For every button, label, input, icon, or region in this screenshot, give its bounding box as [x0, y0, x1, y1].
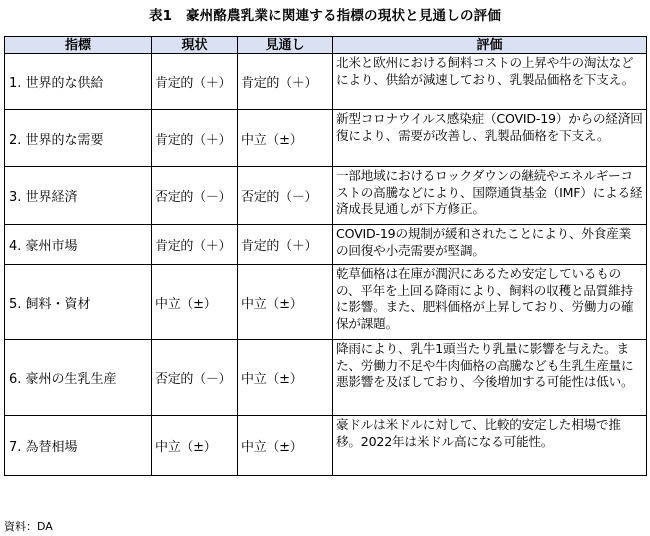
source-note: 資料：DA: [4, 520, 53, 533]
outlook-cell: 中立（±）: [238, 416, 333, 476]
outlook-cell: 肯定的（＋）: [238, 225, 333, 265]
current-cell: 否定的（－）: [152, 340, 238, 416]
current-cell: 否定的（－）: [152, 167, 238, 225]
current-cell: 中立（±）: [152, 416, 238, 476]
evaluation-cell: 新型コロナウイルス感染症（COVID-19）からの経済回復により、需要が改善し、乳製品価格を下支え。: [333, 110, 647, 167]
header-indicator: 指標: [5, 37, 152, 54]
header-current: 現状: [152, 37, 238, 54]
table-row: [5, 225, 647, 265]
indicator-cell: 5. 飼料・資材: [5, 265, 152, 340]
current-cell: 肯定的（＋）: [152, 225, 238, 265]
table-row: [5, 416, 647, 476]
outlook-cell: 中立（±）: [238, 340, 333, 416]
evaluation-cell: COVID-19の規制が緩和されたことにより、外食産業の回復や小売需要が堅調。: [333, 225, 647, 265]
current-cell: 中立（±）: [152, 265, 238, 340]
indicator-cell: 6. 豪州の生乳生産: [5, 340, 152, 416]
evaluation-cell: 北米と欧州における飼料コストの上昇や牛の淘汰などにより、供給が減速しており、乳製品価格を下支え。: [333, 54, 647, 110]
indicator-cell: 7. 為替相場: [5, 416, 152, 476]
indicator-cell: 3. 世界経済: [5, 167, 152, 225]
table-row: [5, 265, 647, 340]
table-row: [5, 340, 647, 416]
table-title: 表1 豪州酪農乳業に関連する指標の現状と見通しの評価: [148, 8, 502, 24]
table-row: [5, 110, 647, 167]
table-row: [5, 54, 647, 110]
evaluation-cell: 一部地域におけるロックダウンの継続やエネルギーコストの高騰などにより、国際通貨基金（IMF）による経済成長見通しが下方修正。: [333, 167, 647, 225]
current-cell: 肯定的（＋）: [152, 110, 238, 167]
header-outlook: 見通し: [238, 37, 333, 54]
indicator-table: [4, 36, 647, 476]
evaluation-cell: 豪ドルは米ドルに対して、比較的安定した相場で推移。2022年は米ドル高になる可能性。: [333, 416, 647, 476]
outlook-cell: 肯定的（＋）: [238, 54, 333, 110]
indicator-cell: 1. 世界的な供給: [5, 54, 152, 110]
table-row: [5, 167, 647, 225]
header-evaluation: 評価: [333, 37, 647, 54]
outlook-cell: 否定的（－）: [238, 167, 333, 225]
outlook-cell: 中立（±）: [238, 265, 333, 340]
evaluation-cell: 乾草価格は在庫が潤沢にあるため安定しているものの、平年を上回る降雨により、飼料の収穫と品質維持に影響。また、肥料価格が上昇しており、労働力の確保が課題。: [333, 265, 647, 340]
indicator-cell: 2. 世界的な需要: [5, 110, 152, 167]
table-header-row: [5, 37, 647, 54]
outlook-cell: 中立（±）: [238, 110, 333, 167]
indicator-cell: 4. 豪州市場: [5, 225, 152, 265]
evaluation-cell: 降雨により、乳牛1頭当たり乳量に影響を与えた。また、労働力不足や牛肉価格の高騰なども生乳生産量に悪影響を及ぼしており、今後増加する可能性は低い。: [333, 340, 647, 416]
current-cell: 肯定的（＋）: [152, 54, 238, 110]
